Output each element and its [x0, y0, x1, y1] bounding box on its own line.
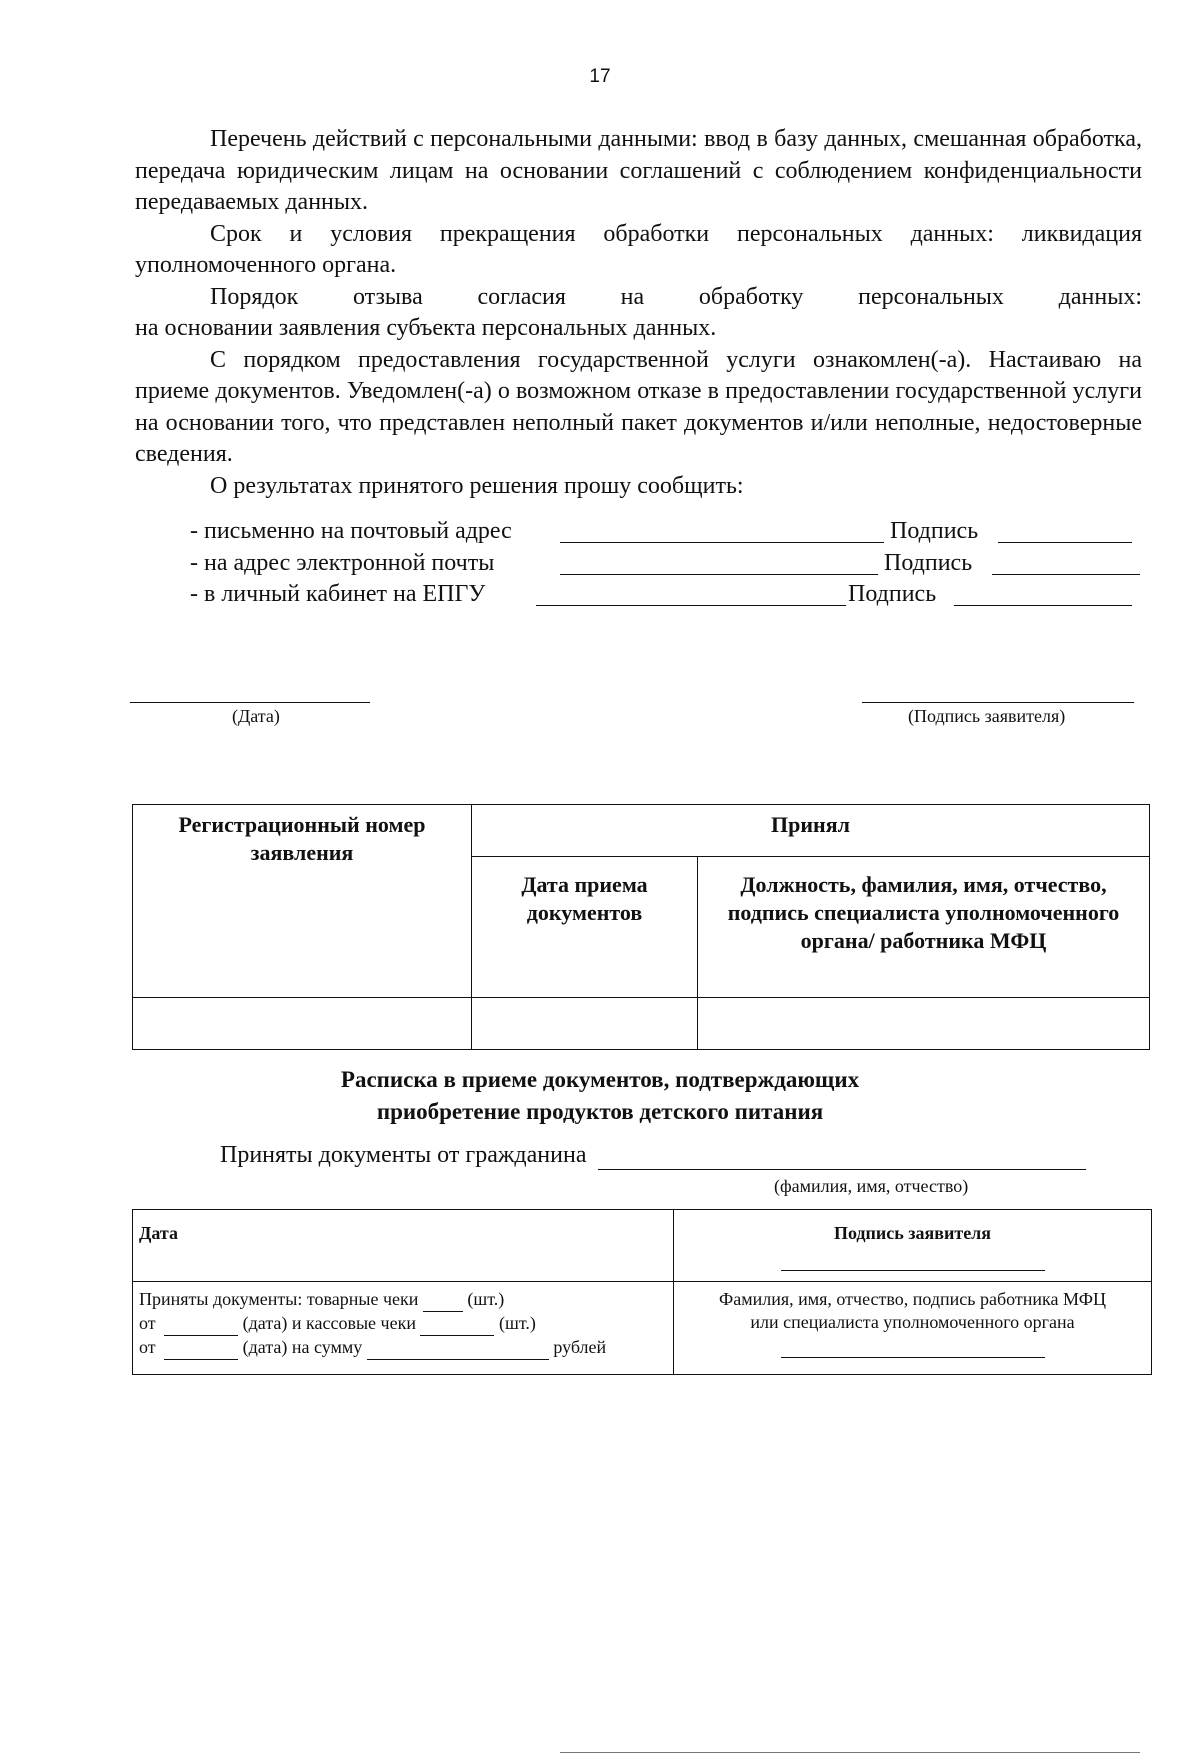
signature-line[interactable]: [998, 542, 1132, 543]
applicant-signature-caption: (Подпись заявителя): [908, 706, 1066, 726]
sales-receipts-date-line[interactable]: [164, 1312, 238, 1336]
receipt-docs-row1: [139, 1288, 667, 1312]
from-label: от: [139, 1337, 156, 1357]
email-address-line[interactable]: [560, 574, 878, 575]
date-caption: (Дата): [232, 706, 280, 726]
citizen-name-line[interactable]: [598, 1142, 1086, 1170]
epgu-account-line[interactable]: [536, 605, 846, 606]
receipt-documents-cell: [133, 1282, 674, 1375]
signature-label: Подпись: [890, 518, 979, 544]
fio-caption: (фамилия, имя, отчество): [774, 1176, 969, 1196]
amount-label: (дата) на сумму: [242, 1337, 363, 1357]
specialist-header: Должность, фамилия, имя, отчество, подпись специалиста уполномоченного органа/ работника МФЦ: [698, 857, 1150, 998]
reg-number-cell[interactable]: [133, 997, 472, 1049]
reg-number-header: Регистрационный номер заявления: [133, 805, 472, 998]
date-received-header: Дата приема документов: [472, 857, 698, 998]
contact-option-label: - письменно на почтовый адрес: [190, 518, 512, 544]
date-signature-line[interactable]: [130, 702, 370, 703]
rubles-label: рублей: [553, 1337, 607, 1357]
accepted-from-label: Приняты документы от гражданина: [220, 1142, 587, 1168]
cash-receipts-count-line[interactable]: [420, 1312, 494, 1336]
sales-receipts-label: Приняты документы: товарные чеки: [139, 1289, 419, 1309]
mfc-employee-label-line1: Фамилия, имя, отчество, подпись работника МФЦ: [718, 1289, 1106, 1309]
signature-label: Подпись: [884, 549, 973, 576]
signature-line[interactable]: [954, 605, 1132, 606]
consent-text: [135, 124, 1142, 502]
accepted-from-row: [220, 1142, 1086, 1170]
cash-receipts-label: (дата) и кассовые чеки: [242, 1313, 416, 1333]
receipt-applicant-signature-label: Подпись заявителя: [833, 1223, 992, 1243]
mfc-employee-signature-line[interactable]: [781, 1334, 1045, 1358]
signature-line[interactable]: [992, 574, 1140, 575]
paragraph-withdrawal-line2: на основании заявления субъекта персональных данных.: [135, 315, 717, 341]
paragraph-notice: С порядком предоставления государственной услуги ознакомлен(-а). Настаиваю на приеме документов. Уведомлен(-а) о возможном отказе в предоставлении государственной услуги на основании того, что представлен неполный пакет документов и/или неполные, недостоверные сведения.: [135, 346, 1142, 467]
paragraph-termination: Срок и условия прекращения обработки персональных данных: ликвидация уполномоченного органа.: [135, 220, 1142, 278]
postal-address-line[interactable]: [560, 542, 884, 543]
signature-label: Подпись: [848, 581, 937, 607]
cash-receipts-date-line[interactable]: [164, 1336, 238, 1360]
contact-option-label: - на адрес электронной почты: [190, 549, 495, 576]
receipt-title-line1: Расписка в приеме документов, подтверждающих: [340, 1067, 860, 1092]
receipt-docs-row2: [139, 1312, 667, 1336]
sales-receipts-unit: (шт.): [467, 1289, 505, 1309]
paragraph-withdrawal-line1: Порядок отзыва согласия на обработку персональных данных:: [210, 283, 1142, 310]
paragraph-results-request: О результатах принятого решения прошу сообщить:: [210, 472, 744, 499]
date-received-cell[interactable]: [472, 997, 698, 1049]
mfc-employee-label-line2: или специалиста уполномоченного органа: [750, 1312, 1075, 1332]
paragraph-actions: Перечень действий с персональными данными: ввод в базу данных, смешанная обработка, передача юридическим лицам на основании соглашений с соблюдением конфиденциальности передаваемых данных.: [135, 126, 1142, 215]
receipt-applicant-signature-cell: [674, 1210, 1152, 1282]
contact-option-label: - в личный кабинет на ЕПГУ: [190, 581, 486, 607]
receipt-title-line2: приобретение продуктов детского питания: [376, 1099, 824, 1124]
amount-line[interactable]: [367, 1336, 549, 1360]
receipt-table: [132, 1209, 1152, 1375]
accepted-header: Принял: [472, 805, 1150, 857]
from-label: от: [139, 1313, 156, 1333]
receipt-date-header: Дата: [133, 1210, 674, 1282]
footer-rule: [560, 1752, 1140, 1753]
page-number: 17: [589, 66, 611, 87]
registration-table: [132, 804, 1150, 1050]
sales-receipts-count-line[interactable]: [423, 1288, 463, 1312]
cash-receipts-unit: (шт.): [498, 1313, 536, 1333]
specialist-cell[interactable]: [698, 997, 1150, 1049]
receipt-applicant-signature-line[interactable]: [781, 1247, 1045, 1271]
receipt-mfc-cell: [674, 1282, 1152, 1375]
receipt-title: [0, 1064, 1200, 1128]
applicant-signature-line[interactable]: [862, 702, 1134, 703]
receipt-docs-row3: [139, 1336, 667, 1360]
